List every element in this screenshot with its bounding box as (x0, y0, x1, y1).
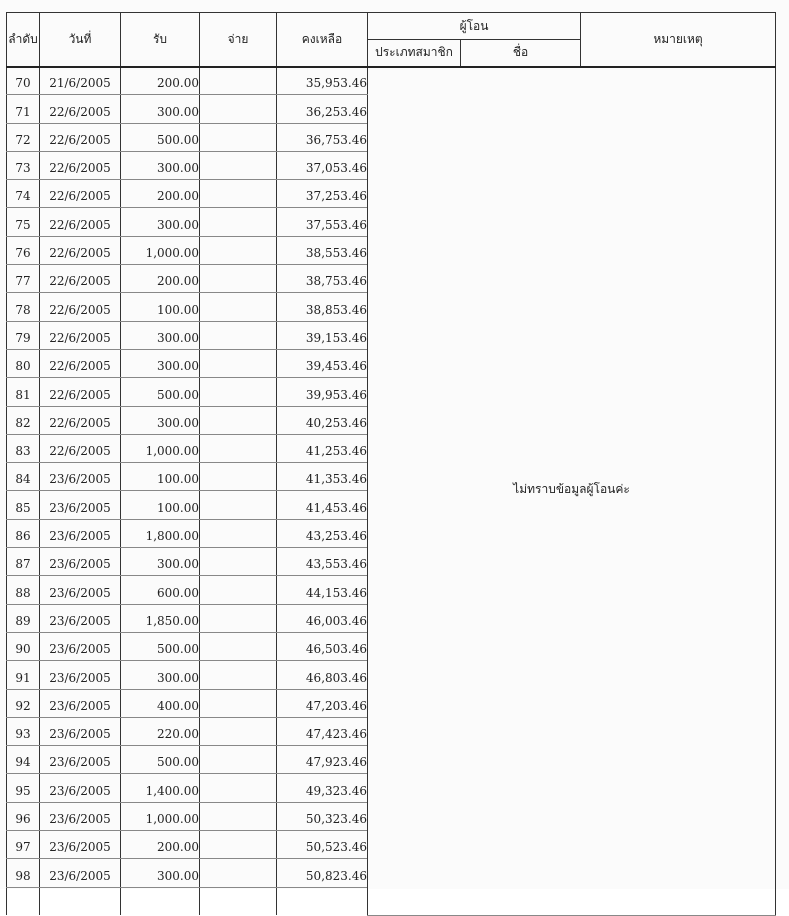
empty-cell (277, 887, 368, 915)
row-date: 23/6/2005 (40, 548, 121, 576)
row-pay (200, 548, 277, 576)
row-receive: 100.00 (121, 491, 200, 519)
row-receive: 1,400.00 (121, 774, 200, 802)
row-receive: 400.00 (121, 689, 200, 717)
row-date: 22/6/2005 (40, 265, 121, 293)
row-number: 87 (7, 548, 40, 576)
row-number: 95 (7, 774, 40, 802)
row-receive: 500.00 (121, 378, 200, 406)
row-balance: 46,503.46 (277, 632, 368, 660)
row-date: 22/6/2005 (40, 434, 121, 462)
row-number: 79 (7, 321, 40, 349)
row-date: 23/6/2005 (40, 774, 121, 802)
row-balance: 41,253.46 (277, 434, 368, 462)
row-balance: 37,553.46 (277, 208, 368, 236)
row-date: 22/6/2005 (40, 123, 121, 151)
row-number: 83 (7, 434, 40, 462)
row-date: 22/6/2005 (40, 293, 121, 321)
row-receive: 200.00 (121, 831, 200, 859)
row-balance: 39,953.46 (277, 378, 368, 406)
empty-cell (121, 887, 200, 915)
row-date: 23/6/2005 (40, 831, 121, 859)
row-pay (200, 746, 277, 774)
header-pay: จ่าย (200, 13, 277, 67)
row-balance: 47,423.46 (277, 717, 368, 745)
row-pay (200, 236, 277, 264)
row-balance: 46,803.46 (277, 661, 368, 689)
row-receive: 300.00 (121, 151, 200, 179)
row-number: 80 (7, 349, 40, 377)
row-pay (200, 349, 277, 377)
empty-cell (200, 887, 277, 915)
row-number: 77 (7, 265, 40, 293)
row-pay (200, 576, 277, 604)
row-date: 22/6/2005 (40, 321, 121, 349)
header-balance: คงเหลือ (277, 13, 368, 67)
row-date: 23/6/2005 (40, 604, 121, 632)
row-number: 98 (7, 859, 40, 887)
row-date: 23/6/2005 (40, 632, 121, 660)
header-name: ชื่อ (461, 40, 581, 67)
table-row (7, 67, 776, 95)
row-date: 22/6/2005 (40, 406, 121, 434)
row-number: 89 (7, 604, 40, 632)
row-pay (200, 434, 277, 462)
header-member-type: ประเภทสมาชิก (368, 40, 461, 67)
row-date: 23/6/2005 (40, 661, 121, 689)
row-date: 22/6/2005 (40, 349, 121, 377)
row-pay (200, 67, 277, 95)
row-receive: 500.00 (121, 632, 200, 660)
row-pay (200, 151, 277, 179)
row-balance: 50,823.46 (277, 859, 368, 887)
row-date: 23/6/2005 (40, 802, 121, 830)
row-pay (200, 491, 277, 519)
row-balance: 49,323.46 (277, 774, 368, 802)
row-number: 72 (7, 123, 40, 151)
row-receive: 500.00 (121, 123, 200, 151)
row-date: 23/6/2005 (40, 717, 121, 745)
row-balance: 36,753.46 (277, 123, 368, 151)
row-date: 23/6/2005 (40, 576, 121, 604)
row-balance: 38,553.46 (277, 236, 368, 264)
row-date: 22/6/2005 (40, 378, 121, 406)
row-number: 94 (7, 746, 40, 774)
row-receive: 220.00 (121, 717, 200, 745)
ledger-header (7, 13, 776, 67)
row-pay (200, 406, 277, 434)
row-receive: 1,800.00 (121, 519, 200, 547)
row-balance: 37,053.46 (277, 151, 368, 179)
row-pay (200, 831, 277, 859)
row-pay (200, 717, 277, 745)
row-number: 82 (7, 406, 40, 434)
row-balance: 40,253.46 (277, 406, 368, 434)
row-receive: 200.00 (121, 180, 200, 208)
row-pay (200, 661, 277, 689)
row-balance: 41,453.46 (277, 491, 368, 519)
row-receive: 1,000.00 (121, 236, 200, 264)
row-date: 22/6/2005 (40, 236, 121, 264)
row-pay (200, 859, 277, 887)
empty-cell (40, 887, 121, 915)
row-number: 97 (7, 831, 40, 859)
row-receive: 300.00 (121, 95, 200, 123)
header-receive: รับ (121, 13, 200, 67)
row-number: 70 (7, 67, 40, 95)
ledger-body (7, 67, 776, 916)
row-number: 92 (7, 689, 40, 717)
row-pay (200, 463, 277, 491)
row-balance: 43,253.46 (277, 519, 368, 547)
row-number: 81 (7, 378, 40, 406)
header-no: ลำดับ (7, 13, 40, 67)
row-number: 93 (7, 717, 40, 745)
row-date: 23/6/2005 (40, 859, 121, 887)
row-receive: 1,000.00 (121, 802, 200, 830)
row-receive: 200.00 (121, 67, 200, 95)
row-date: 22/6/2005 (40, 151, 121, 179)
row-pay (200, 95, 277, 123)
row-receive: 200.00 (121, 265, 200, 293)
row-number: 84 (7, 463, 40, 491)
row-date: 23/6/2005 (40, 463, 121, 491)
row-date: 21/6/2005 (40, 67, 121, 95)
row-balance: 35,953.46 (277, 67, 368, 95)
row-receive: 100.00 (121, 293, 200, 321)
row-balance: 36,253.46 (277, 95, 368, 123)
row-pay (200, 265, 277, 293)
remark-cell: ไม่ทราบข้อมูลผู้โอนค่ะ (368, 67, 776, 916)
row-number: 85 (7, 491, 40, 519)
header-remark: หมายเหตุ (581, 13, 776, 67)
row-date: 23/6/2005 (40, 491, 121, 519)
row-pay (200, 519, 277, 547)
row-pay (200, 802, 277, 830)
row-date: 23/6/2005 (40, 746, 121, 774)
row-date: 22/6/2005 (40, 180, 121, 208)
row-pay (200, 632, 277, 660)
row-number: 74 (7, 180, 40, 208)
row-balance: 46,003.46 (277, 604, 368, 632)
row-pay (200, 321, 277, 349)
row-pay (200, 180, 277, 208)
row-balance: 50,523.46 (277, 831, 368, 859)
row-number: 96 (7, 802, 40, 830)
row-number: 71 (7, 95, 40, 123)
row-balance: 39,453.46 (277, 349, 368, 377)
row-balance: 47,923.46 (277, 746, 368, 774)
row-pay (200, 689, 277, 717)
row-balance: 39,153.46 (277, 321, 368, 349)
row-receive: 300.00 (121, 406, 200, 434)
row-receive: 300.00 (121, 321, 200, 349)
header-date: วันที่ (40, 13, 121, 67)
row-date: 23/6/2005 (40, 519, 121, 547)
row-pay (200, 604, 277, 632)
row-balance: 37,253.46 (277, 180, 368, 208)
row-date: 23/6/2005 (40, 689, 121, 717)
row-receive: 1,000.00 (121, 434, 200, 462)
row-pay (200, 123, 277, 151)
header-sender: ผู้โอน (368, 13, 581, 40)
row-balance: 47,203.46 (277, 689, 368, 717)
row-number: 91 (7, 661, 40, 689)
row-number: 90 (7, 632, 40, 660)
row-balance: 38,853.46 (277, 293, 368, 321)
row-receive: 500.00 (121, 746, 200, 774)
row-balance: 50,323.46 (277, 802, 368, 830)
row-pay (200, 774, 277, 802)
row-receive: 100.00 (121, 463, 200, 491)
row-pay (200, 293, 277, 321)
row-receive: 300.00 (121, 859, 200, 887)
row-number: 88 (7, 576, 40, 604)
row-receive: 300.00 (121, 548, 200, 576)
row-pay (200, 378, 277, 406)
row-balance: 44,153.46 (277, 576, 368, 604)
row-receive: 600.00 (121, 576, 200, 604)
row-number: 78 (7, 293, 40, 321)
row-receive: 300.00 (121, 661, 200, 689)
row-pay (200, 208, 277, 236)
row-number: 76 (7, 236, 40, 264)
row-receive: 1,850.00 (121, 604, 200, 632)
row-receive: 300.00 (121, 208, 200, 236)
row-balance: 43,553.46 (277, 548, 368, 576)
row-balance: 38,753.46 (277, 265, 368, 293)
row-receive: 300.00 (121, 349, 200, 377)
row-number: 86 (7, 519, 40, 547)
row-balance: 41,353.46 (277, 463, 368, 491)
row-date: 22/6/2005 (40, 95, 121, 123)
row-number: 73 (7, 151, 40, 179)
empty-cell (7, 887, 40, 915)
ledger-table (6, 12, 776, 916)
row-date: 22/6/2005 (40, 208, 121, 236)
row-number: 75 (7, 208, 40, 236)
